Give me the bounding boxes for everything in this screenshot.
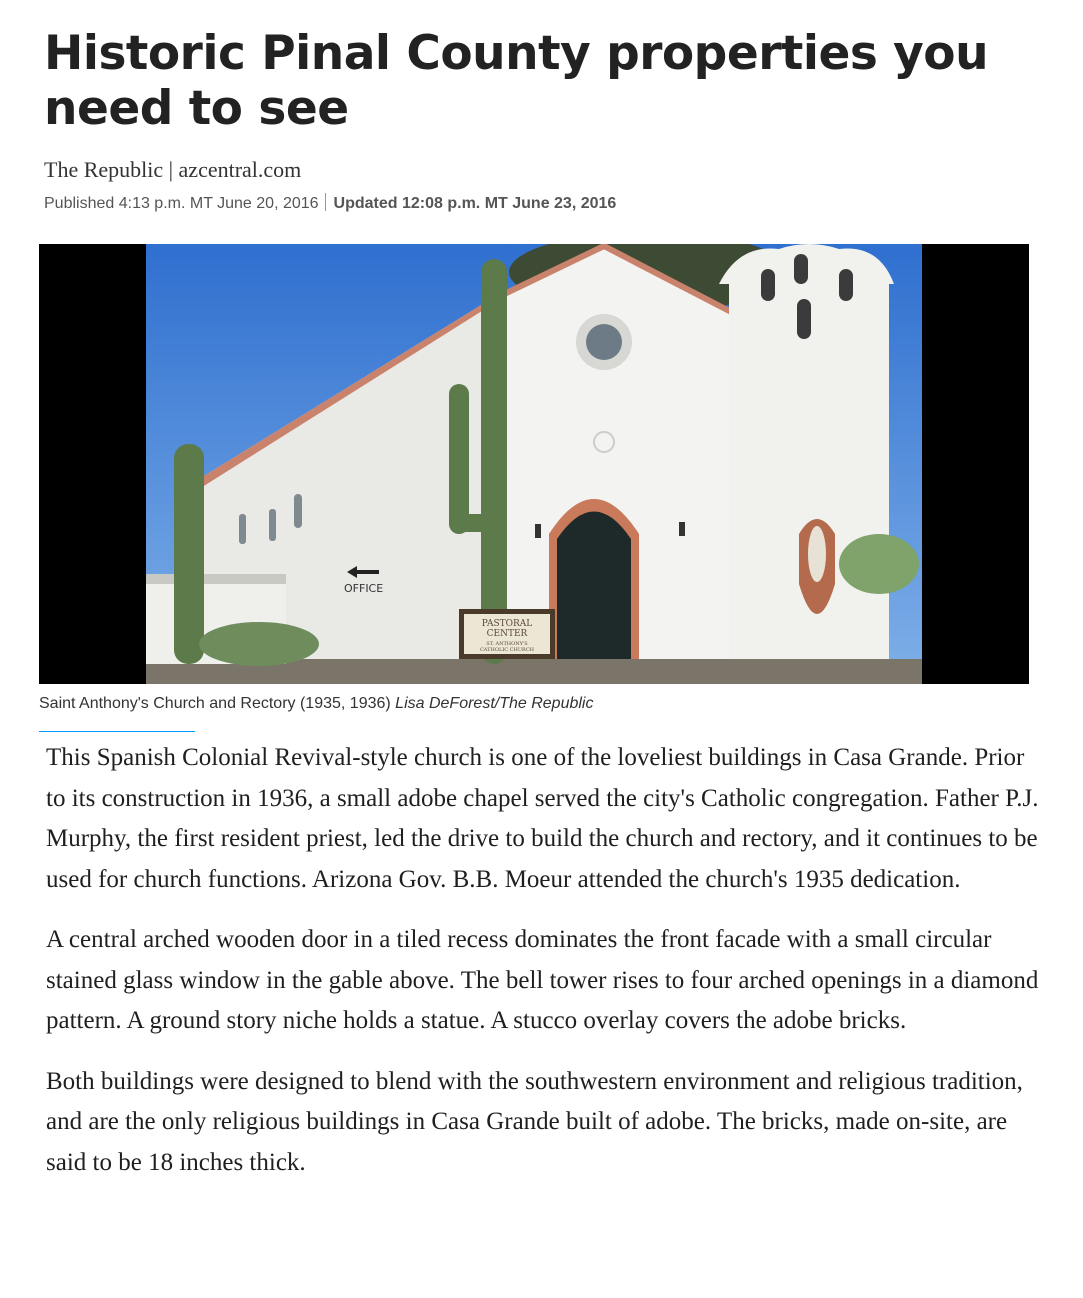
svg-text:ST. ANTHONY'S: ST. ANTHONY'S [486, 641, 528, 647]
article-headline: Historic Pinal County properties you need to see [44, 26, 989, 136]
svg-text:PASTORAL: PASTORAL [481, 619, 533, 629]
article-dates [44, 193, 616, 213]
svg-text:CATHOLIC CHURCH: CATHOLIC CHURCH [479, 647, 535, 653]
byline: The Republic | azcentral.com [44, 157, 302, 182]
saguaro-center [481, 259, 507, 664]
caption-text: Saint Anthony's Church and Rectory (1935, 1936) [39, 695, 391, 712]
photo-caption [39, 695, 593, 713]
saguaro-left [174, 444, 204, 664]
updated-date: Updated 12:08 p.m. MT June 23, 2016 [333, 195, 617, 212]
svg-text:CENTER: CENTER [486, 629, 528, 639]
paragraph-1: This Spanish Colonial Revival-style church is one of the loveliest buildings in Casa Grande. Prior to its construction in 1936, a small adobe chapel served the city's Catholic congregation. Father P.J. Murphy, the first resident priest, led the drive to build the church and rectory, and it continues to be used for church functions. Arizona Gov. B.B. Moeur attended the church's 1935 dedication. [46, 744, 1039, 893]
photo-credit: Lisa DeForest/The Republic [395, 695, 594, 712]
office-sign: OFFICE [344, 582, 384, 595]
article-photo[interactable] [39, 244, 1029, 684]
church-door [557, 512, 631, 665]
caption-divider [39, 731, 195, 732]
date-separator [325, 193, 326, 211]
church-photo-illustration [39, 244, 1029, 684]
paragraph-3: Both buildings were designed to blend with the southwestern environment and religious tradition, and are the only religious buildings in Casa Grande built of adobe. The bricks, made on-site, are said to be 18 inches thick. [46, 1067, 1023, 1176]
article-body [46, 738, 1046, 1203]
paragraph-2: A central arched wooden door in a tiled recess dominates the front facade with a small circular stained glass window in the gable above. The bell tower rises to four arched openings in a diamond pattern. A ground story niche holds a statue. A stucco overlay covers the adobe bricks. [46, 926, 1039, 1034]
published-date: Published 4:13 p.m. MT June 20, 2016 [44, 195, 319, 212]
